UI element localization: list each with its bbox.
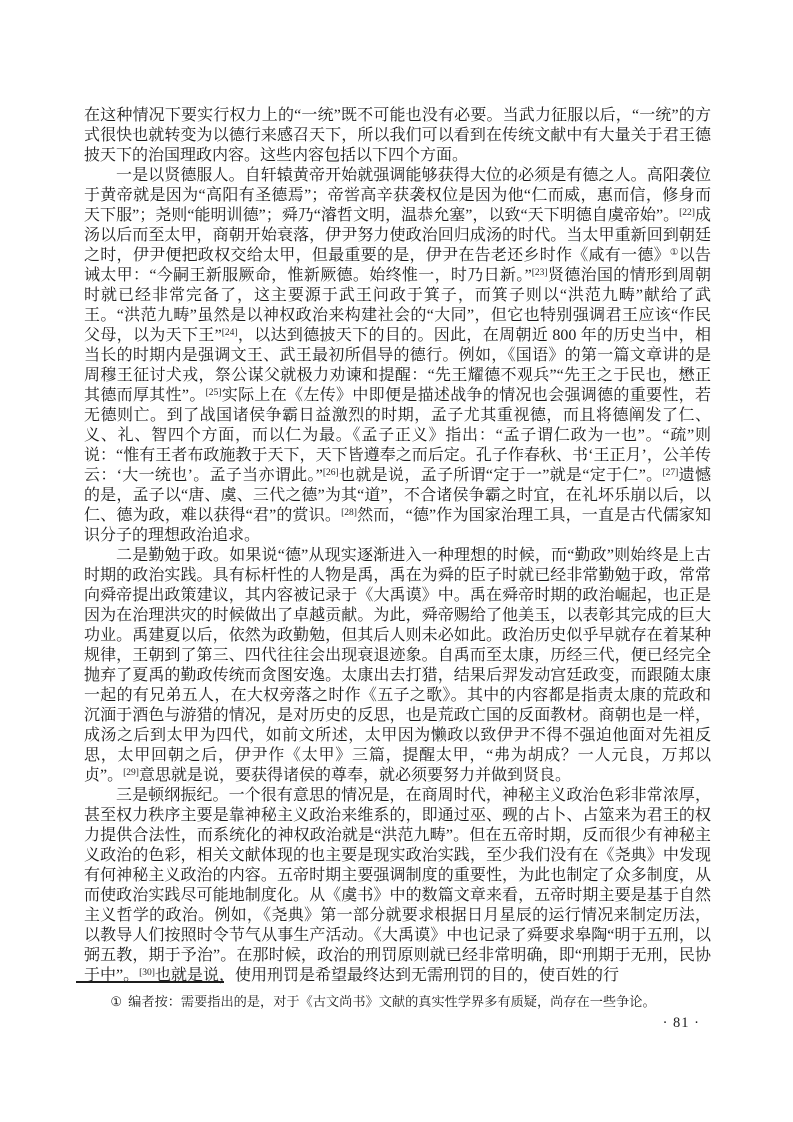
page-number: · 81 ·: [662, 1015, 700, 1031]
text-run: 也就是说，孟子所谓“定于一”就是“定于仁”。: [338, 467, 663, 484]
paragraph-three-discipline: [84, 786, 711, 986]
text-run: 在这种情况下要实行权力上的“一统”既不可能也没有必要。当武力征服以后，“一统”的方式很快也就转变为以德行来感召天下，所以我们可以看到在传统文献中有大量关于君王德披天下的治国理政内容。这些内容包括以下四个方面。: [84, 107, 711, 164]
footnote-reference: [26]: [322, 468, 339, 478]
footnote-marker: ①: [110, 994, 123, 1009]
footnote-reference: [22]: [679, 208, 695, 218]
text-run: 以告诫太甲：“今嗣王新服厥命，惟新厥德。始终惟一，时乃日新。”: [84, 247, 711, 284]
text-run: 意思就是说，要获得诸侯的尊奉，就必须要努力并做到贤良。: [138, 767, 571, 784]
footnote-text: 编者按：需要指出的是，对于《古文尚书》文献的真实性学界多有质疑，尚存在一些争论。: [128, 994, 656, 1009]
text-run: 三是顿纲振纪。一个很有意思的情况是，在商周时代，神秘主义政治色彩非常浓厚，甚至权力秩序主要是靠神秘主义政治来维系的，即通过巫、觋的占卜、占筮来为君王的权力提供合法性，而系统化的神权政治就是“洪范九畴”。但在五帝时期，反而很少有神秘主义政治的色彩，相关文献体现的也主要是现实政治实践，至少我们没有在《尧典》中发现有何神秘主义政治的内容。五帝时期主要强调制度的重要性，为此也制定了众多制度，从而使政治实践尽可能地制度化。从《虞书》中的数篇文章来看，五帝时期主要是基于自然主义哲学的政治。例如，《尧典》第一部分就要求根据日月星辰的运行情况来制定历法，以教导人们按照时令节气从事生产活动。《大禹谟》中也记录了舜要求皋陶“明于五刑，以弼五教，期于予治”。在那时候，政治的刑罚原则就已经非常明确，即“刑期于无刑，民协于中”。: [84, 787, 711, 984]
footnote: [84, 993, 711, 1011]
paragraph-two-diligence: [84, 546, 711, 786]
text-run: 一是以贤德服人。自轩辕黄帝开始就强调能够获得大位的必须是有德之人。高阳袭位于黄帝就是因为“高阳有圣德焉”；帝喾高辛获袭权位是因为他“仁而威，惠而信，修身而天下服”；尧则“能明训德”；舜乃“濬哲文明，温恭允塞”，以致“天下明德自虞帝始”。: [84, 167, 711, 224]
footnote-reference: [23]: [531, 268, 548, 278]
footnote-reference: [30]: [139, 968, 155, 978]
text-run: 也就是说，使用刑罚是希望最终达到无需刑罚的目的，使百姓的行: [154, 967, 619, 984]
paragraph-one-virtue: [84, 166, 711, 546]
footnote-reference: [29]: [123, 768, 139, 778]
paragraph-intro-continuation: [84, 106, 711, 166]
text-run: 贤德治国的情形到周朝时就已经非常完备了，这主要源于武王问政于箕子，而箕子则以“洪范九畴”献给了武王。“洪范九畴”虽然是以神权政治来构建社会的“大同”，但它也特别强调君王应该“作民父母，以为天下王”: [84, 267, 711, 344]
text-run: 成汤以后而至太甲，商朝开始衰落，伊尹努力使政治回归成汤的时代。当太甲重新回到朝廷之时，伊尹便把政权交给太甲，但最重要的是，伊尹在告老还乡时作《咸有一德》: [84, 207, 711, 264]
text-run: 实际上在《左传》中即便是描述战争的情况也会强调德的重要性，若无德则亡。到了战国诸侯争霸日益激烈的时期，孟子尤其重视德，而且将德阐发了仁、义、礼、智四个方面，而以仁为最。《孟子正义》指出：“孟子谓仁政为一也”。“疏”则说：“惟有王者布政施教于天下，天下皆遵奉之而后定。孔子作春秋、书‘王正月’，公羊传云：‘大一统也’。孟子当亦谓此。”: [84, 387, 711, 484]
text-run: 然而，“德”作为国家治理工具，一直是古代儒家知识分子的理想政治追求。: [84, 507, 711, 544]
footnote-reference: [28]: [341, 508, 357, 518]
footnote-reference: ①: [669, 248, 679, 258]
text-run: ，以达到德披天下的目的。因此，在周朝近 800 年的历史当中，相当长的时期内是强调文王、武王最初所倡导的德行。例如，《国语》的第一篇文章讲的是周穆王征讨犬戎，祭公谋父就极力劝谏和提醒：“先王耀德不观兵”“先王之于民也，懋正其德而厚其性”。: [84, 327, 711, 404]
footnote-divider: [76, 981, 224, 983]
body-text: [84, 106, 711, 986]
footnote-reference: [27]: [662, 468, 679, 478]
footnote-reference: [25]: [205, 388, 222, 398]
text-run: 遗憾的是，孟子以“唐、虞、三代之德”为其“道”，不合诸侯争霸之时宜，在礼坏乐崩以后，以仁、德为政，难以获得“君”的赏识。: [84, 467, 711, 524]
footnote-reference: [24]: [221, 328, 238, 338]
text-run: 二是勤勉于政。如果说“德”从现实逐渐进入一种理想的时候，而“勤政”则始终是上古时期的政治实践。具有标杆性的人物是禹，禹在为舜的臣子时就已经非常勤勉于政，常常向舜帝提出政策建议，其内容被记录于《大禹谟》中。禹在舜帝时期的政治崛起，也正是因为在治理洪灾的时候做出了卓越贡献。为此，舜帝赐给了他美玉，以表彰其完成的巨大功业。禹建夏以后，依然为政勤勉，但其后人则未必如此。政治历史似乎早就存在着某种规律，王朝到了第三、四代往往会出现衰退迹象。自禹而至太康，历经三代，便已经完全抛弃了夏禹的勤政传统而贪图安逸。太康出去打猎，结果后羿发动宫廷政变，而跟随太康一起的有兄弟五人，在大权旁落之时作《五子之歌》。其中的内容都是指责太康的荒政和沉湎于酒色与游猎的情况，是对历史的反思，也是荒政亡国的反面教材。商朝也是一样，成汤之后到太甲为四代，如前文所述，太甲因为懒政以致伊尹不得不强迫他面对先祖反思，太甲回朝之后，伊尹作《太甲》三篇，提醒太甲，“弗为胡成？一人元良，万邦以贞”。: [84, 547, 711, 784]
